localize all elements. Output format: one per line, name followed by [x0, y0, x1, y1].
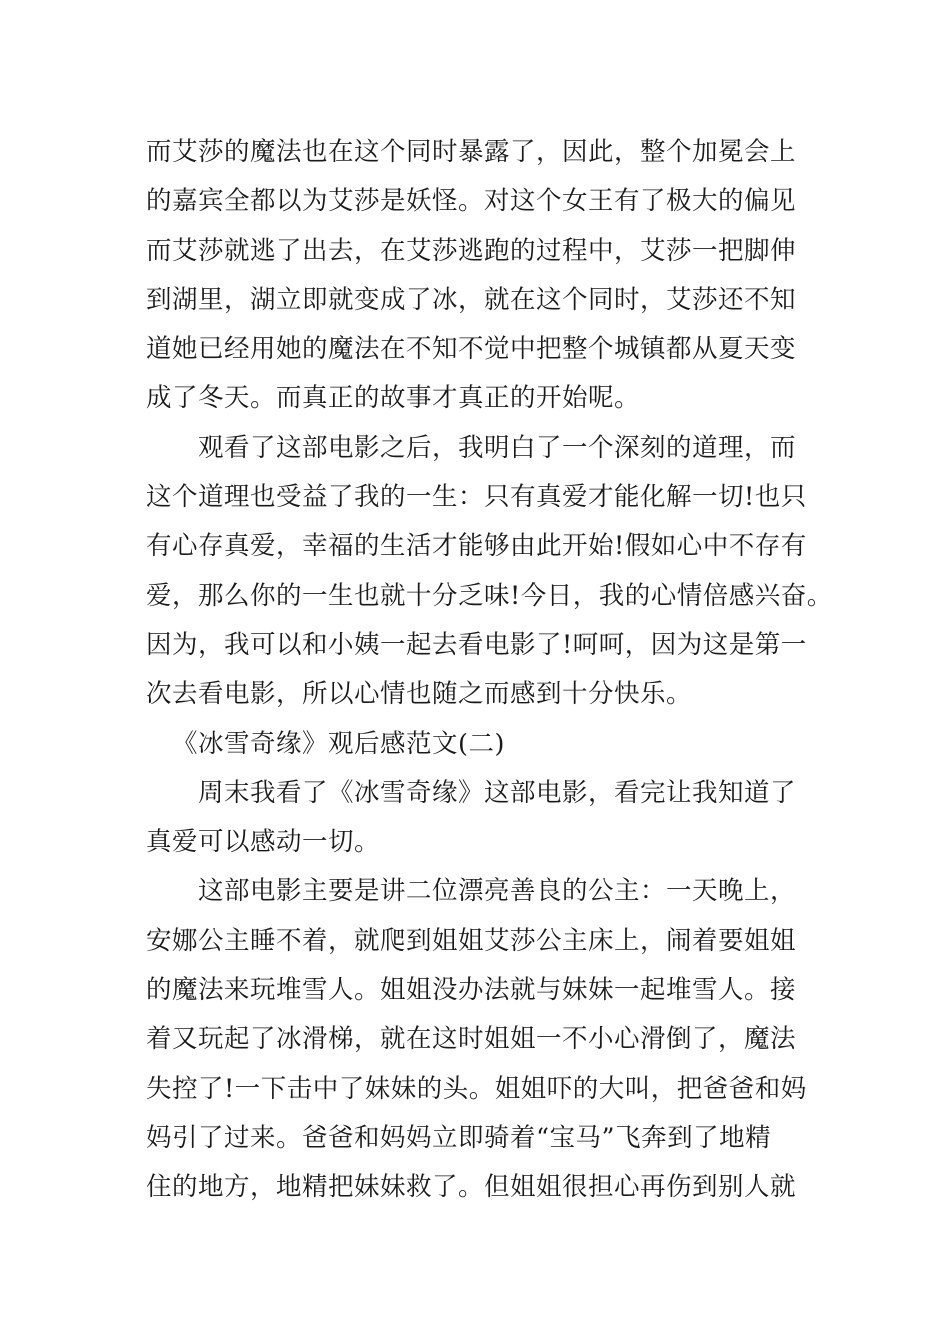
- section-heading: 《冰雪奇缘》观后感范文(二): [172, 728, 505, 759]
- text-line: 周末我看了《冰雪奇缘》这部电影，看完让我知道了: [198, 777, 797, 808]
- text-line: 到湖里，湖立即就变成了冰，就在这个同时，艾莎还不知: [146, 284, 797, 315]
- text-line: 着又玩起了冰滑梯，就在这时姐姐一不小心滑倒了，魔法: [146, 1024, 797, 1055]
- text-line: 因为，我可以和小姨一起去看电影了!呵呵，因为这是第一: [146, 629, 807, 660]
- text-line: 成了冬天。而真正的故事才真正的开始呢。: [146, 383, 641, 414]
- text-line: 有心存真爱，幸福的生活才能够由此开始!假如心中不存有: [146, 531, 807, 562]
- text-line: 住的地方，地精把妹妹救了。但姐姐很担心再伤到别人就: [146, 1172, 797, 1203]
- text-line: 真爱可以感动一切。: [146, 827, 381, 858]
- text-line: 失控了!一下击中了妹妹的头。姐姐吓的大叫，把爸爸和妈: [146, 1073, 807, 1104]
- text-line: 爱，那么你的一生也就十分乏味!今日，我的心情倍感兴奋。: [146, 580, 833, 611]
- text-line: 的魔法来玩堆雪人。姐姐没办法就与妹妹一起堆雪人。接: [146, 975, 797, 1006]
- text-line: 妈引了过来。爸爸和妈妈立即骑着“宝马”飞奔到了地精: [146, 1122, 772, 1153]
- text-line: 安娜公主睡不着，就爬到姐姐艾莎公主床上，闹着要姐姐: [146, 925, 797, 956]
- text-line: 观看了这部电影之后，我明白了一个深刻的道理，而: [198, 432, 797, 463]
- text-line: 而艾莎的魔法也在这个同时暴露了，因此，整个加冕会上: [146, 137, 797, 167]
- text-line: 这部电影主要是讲二位漂亮善良的公主：一天晚上，: [198, 876, 797, 907]
- text-line: 次去看电影，所以心情也随之而感到十分快乐。: [146, 679, 693, 710]
- text-line: 而艾莎就逃了出去，在艾莎逃跑的过程中，艾莎一把脚伸: [146, 235, 797, 266]
- body-text: [146, 128, 846, 1213]
- text-line: 这个道理也受益了我的一生：只有真爱才能化解一切!也只: [146, 482, 807, 513]
- text-line: 道她已经用她的魔法在不知不觉中把整个城镇都从夏天变: [146, 334, 797, 365]
- text-line: 的嘉宾全都以为艾莎是妖怪。对这个女王有了极大的偏见: [146, 186, 797, 217]
